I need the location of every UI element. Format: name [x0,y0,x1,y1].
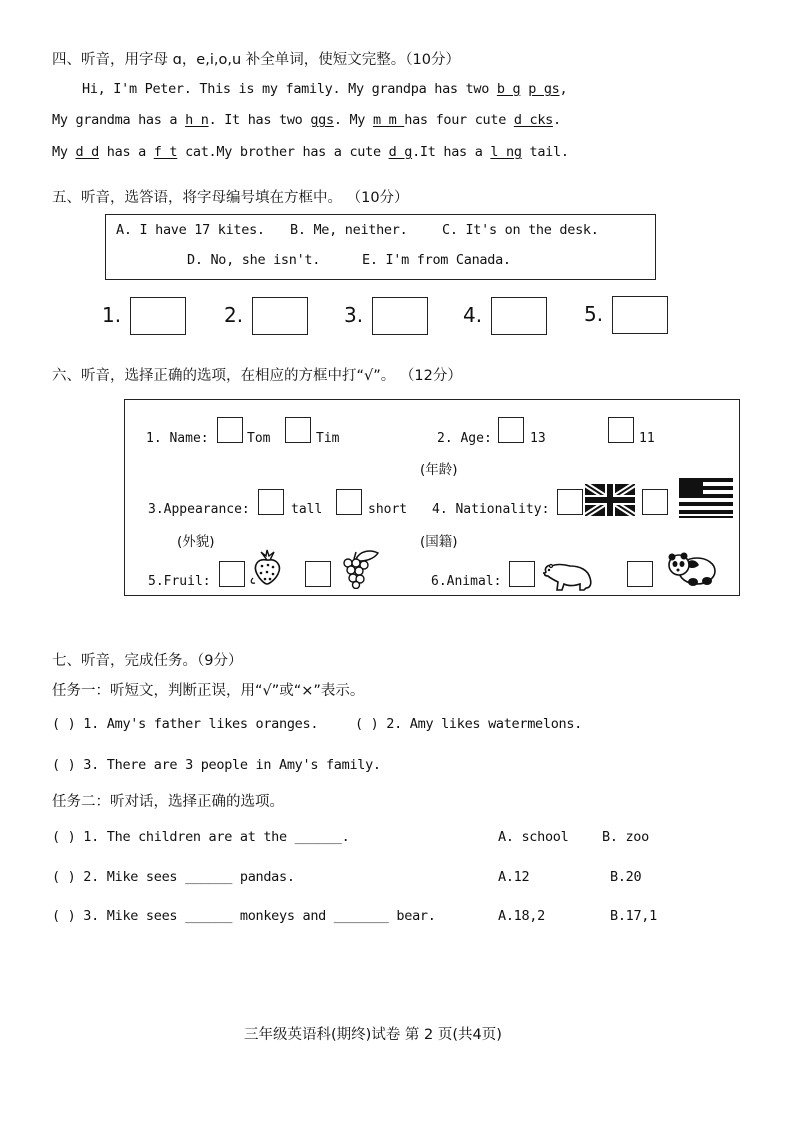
appearance-label: 3.Appearance: [148,502,250,517]
option-a: A. I have 17 kites. [116,222,265,238]
grapes-icon [336,549,382,589]
option-e: E. I'm from Canada. [362,252,511,268]
s4-text: has four cute [404,112,514,128]
checkbox-11[interactable] [608,417,634,443]
s4-line-3 [52,144,569,160]
task2-question-1: ( ) 1. The children are at the ______. [52,829,350,845]
answer-box-3[interactable] [372,297,428,335]
nationality-note: (国籍) [420,534,458,550]
option-13: 13 [530,431,546,446]
option-b: B. Me, neither. [290,222,408,238]
usa-flag-icon [679,478,733,518]
task1-question-3: ( ) 3. There are 3 people in Amy's family. [52,757,381,773]
answer-number-2: 2. [224,303,244,327]
checkbox-uk[interactable] [557,489,583,515]
fruit-label: 5.Fruil: [148,574,211,589]
strawberry-icon [249,548,285,586]
s4-text: , [559,81,568,97]
task2-q3-option-a: A.18,2 [498,908,545,924]
answer-box-4[interactable] [491,297,547,335]
s4-text: has a [98,144,154,160]
name-label: 1. Name: [146,431,209,446]
s4-line-1 [82,81,567,97]
age-note: (年龄) [420,462,458,478]
checkbox-polar-bear[interactable] [509,561,535,587]
checkbox-strawberry[interactable] [219,561,245,587]
task2-question-2: ( ) 2. Mike sees ______ pandas. [52,869,295,885]
checkbox-tim[interactable] [285,417,311,443]
task2-q2-option-b: B.20 [610,869,642,885]
task2-q1-option-a: A. school [498,829,569,845]
answer-box-2[interactable] [252,297,308,335]
checkbox-tall[interactable] [258,489,284,515]
s4-line-2 [52,112,561,128]
nationality-label: 4. Nationality: [432,502,550,517]
s4-text: tail. [521,144,569,160]
section-6-heading: 六、听音，选择正确的选项，在相应的方框中打“√”。 （12分） [52,368,462,384]
uk-flag-icon [585,484,635,516]
s4-text: My [52,144,76,160]
checkbox-grapes[interactable] [305,561,331,587]
s4-text: My grandma has a [52,112,186,128]
blank-word[interactable]: f t [153,144,178,160]
checkbox-13[interactable] [498,417,524,443]
task-2-heading: 任务二：听对话，选择正确的选项。 [52,794,284,810]
blank-word[interactable]: b g [496,81,521,97]
option-d: D. No, she isn't. [187,252,321,268]
appearance-note: (外貌) [177,534,215,550]
blank-word[interactable]: m m [372,112,405,128]
page-footer: 三年级英语科(期终)试卷 第 2 页(共4页) [244,1027,502,1043]
task2-q1-option-b: B. zoo [602,829,649,845]
option-c: C. It's on the desk. [442,222,599,238]
blank-word[interactable]: d d [75,144,99,160]
answer-number-1: 1. [102,303,122,327]
section-7-heading: 七、听音，完成任务。（9分） [52,653,243,669]
s4-text: .It has a [412,144,491,160]
panda-icon [667,551,717,587]
animal-label: 6.Animal: [431,574,502,589]
s4-text: . It has two [208,112,311,128]
option-11: 11 [639,431,655,446]
task1-question-1: ( ) 1. Amy's father likes oranges. [52,716,319,732]
options-box [105,214,656,280]
checkbox-short[interactable] [336,489,362,515]
blank-word[interactable]: d cks [513,112,553,128]
polar-bear-icon [540,558,594,592]
answer-box-5[interactable] [612,296,668,334]
checkbox-tom[interactable] [217,417,243,443]
task1-question-2: ( ) 2. Amy likes watermelons. [355,716,583,732]
s4-text: Hi, I'm Peter. This is my family. My grandpa has two [82,81,497,97]
answer-number-5: 5. [584,302,604,326]
age-label: 2. Age: [437,431,492,446]
checkbox-panda[interactable] [627,561,653,587]
task2-q3-option-b: B.17,1 [610,908,657,924]
option-tim: Tim [316,431,340,446]
answer-number-3: 3. [344,303,364,327]
answer-number-4: 4. [463,303,483,327]
blank-word[interactable]: p gs [528,81,560,97]
answer-box-1[interactable] [130,297,186,335]
blank-word[interactable]: l ng [490,144,522,160]
section-5-heading: 五、听音，选答语，将字母编号填在方框中。 （10分） [52,190,409,206]
blank-word[interactable]: h n [185,112,209,128]
option-tom: Tom [247,431,271,446]
checkbox-usa[interactable] [642,489,668,515]
task2-question-3: ( ) 3. Mike sees ______ monkeys and _______ bear. [52,908,436,924]
s4-text: . My [333,112,373,128]
task-1-heading: 任务一：听短文，判断正误，用“√”或“×”表示。 [52,683,365,699]
blank-word[interactable]: ggs [310,112,334,128]
option-short: short [368,502,408,517]
s4-text: cat.My brother has a cute [177,144,389,160]
option-tall: tall [291,502,323,517]
s4-text: . [553,112,561,128]
task2-q2-option-a: A.12 [498,869,530,885]
section-4-heading: 四、听音，用字母 ɑ，e,i,o,u 补全单词，使短文完整。（10分） [52,52,460,68]
blank-word[interactable]: d g [388,144,413,160]
